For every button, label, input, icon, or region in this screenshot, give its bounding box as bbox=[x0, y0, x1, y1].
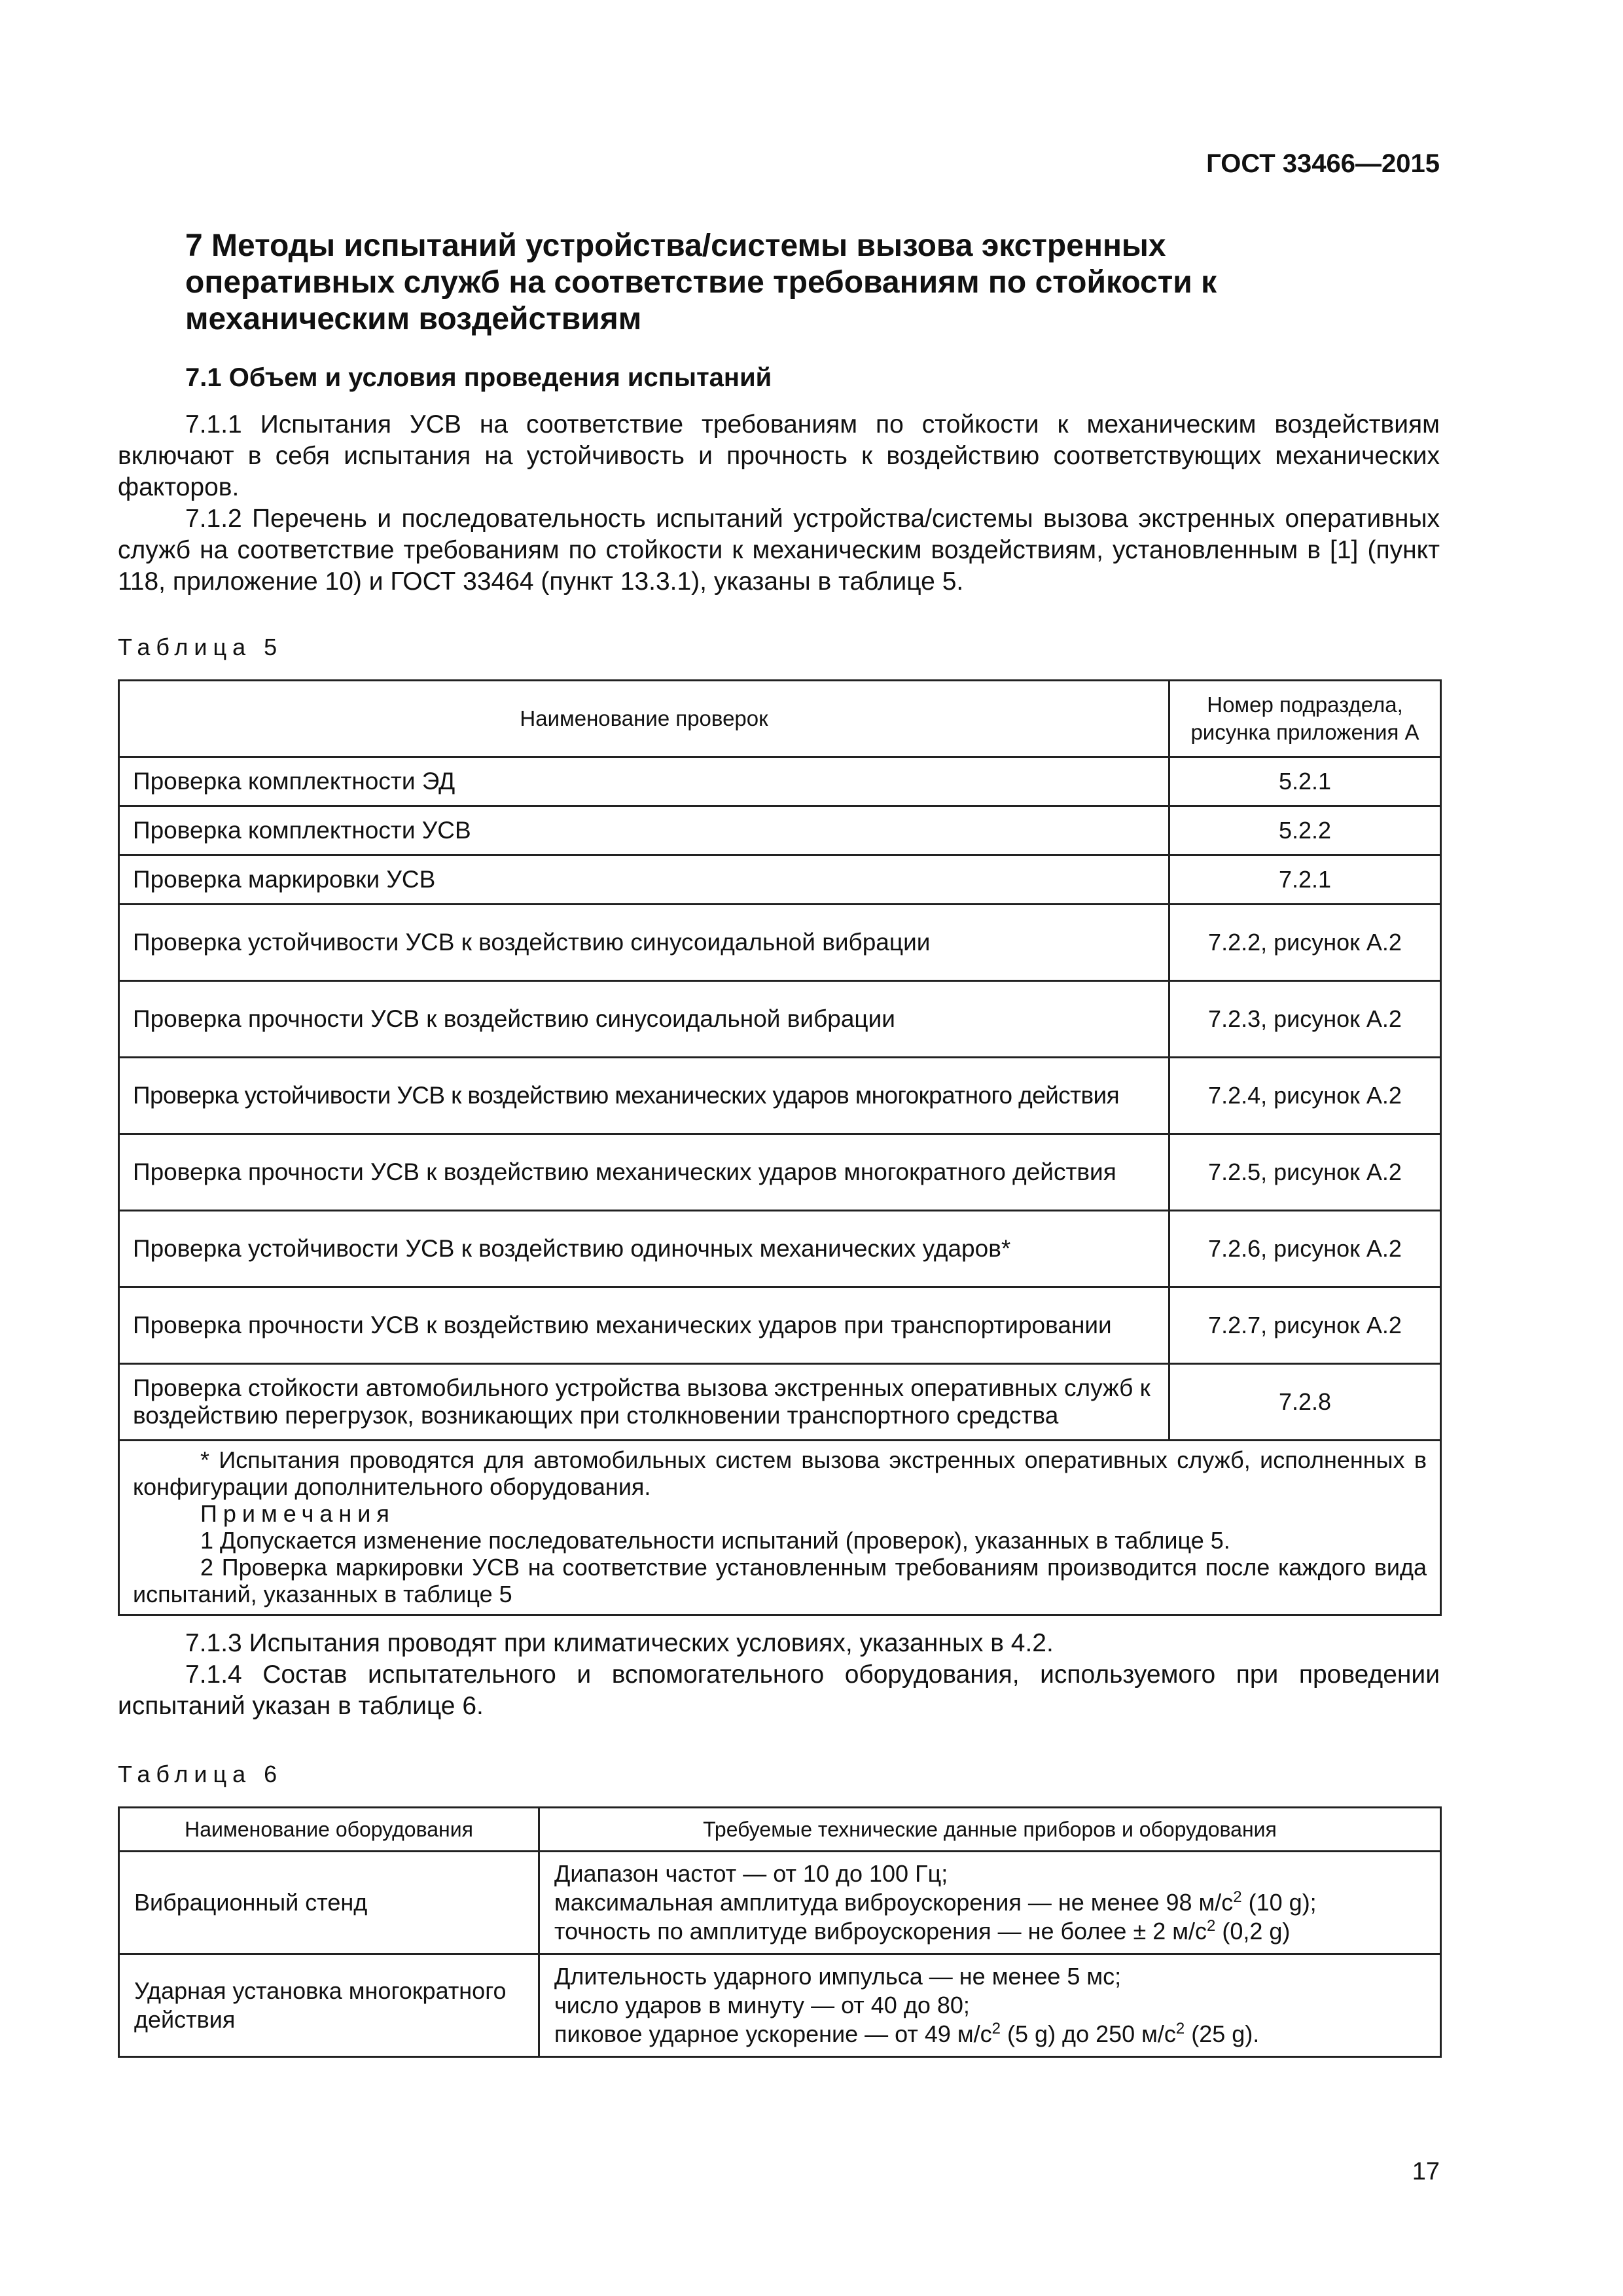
table-row bbox=[119, 1134, 1441, 1211]
table6-caption: Таблица 6 bbox=[118, 1761, 283, 1787]
check-ref: 7.2.4, рисунок А.2 bbox=[1169, 1058, 1441, 1134]
table-row bbox=[119, 806, 1441, 855]
table5-note-1: 1 Допускается изменение последовательности испытаний (проверок), указанных в таблице 5. bbox=[200, 1527, 1230, 1554]
spec-text: точность по амплитуде виброускорения — не более ± 2 м/с bbox=[554, 1918, 1207, 1945]
superscript: 2 bbox=[1206, 1917, 1216, 1935]
check-name: Проверка устойчивости УСВ к воздействию механических ударов многократного действия bbox=[119, 1058, 1169, 1134]
check-name: Проверка прочности УСВ к воздействию синусоидальной вибрации bbox=[119, 981, 1169, 1058]
spec-text: (10 g); bbox=[1241, 1889, 1317, 1916]
spec-line: Длительность ударного импульса — не менее 5 мс; bbox=[554, 1963, 1122, 1990]
table-row bbox=[119, 855, 1441, 905]
spec-text: пиковое ударное ускорение — от 49 м/с bbox=[554, 2020, 992, 2047]
check-name: Проверка прочности УСВ к воздействию механических ударов многократного действия bbox=[119, 1134, 1169, 1211]
spec-line bbox=[554, 1888, 1425, 1917]
table5-caption: Таблица 5 bbox=[118, 634, 283, 660]
check-ref: 7.2.5, рисунок А.2 bbox=[1169, 1134, 1441, 1211]
superscript: 2 bbox=[1233, 1888, 1242, 1906]
check-ref: 7.2.7, рисунок А.2 bbox=[1169, 1287, 1441, 1364]
table6-header-name: Наименование оборудования bbox=[119, 1808, 539, 1852]
check-name: Проверка комплектности ЭД bbox=[119, 757, 1169, 806]
table-row bbox=[119, 757, 1441, 806]
check-name: Проверка комплектности УСВ bbox=[119, 806, 1169, 855]
spec-line: Диапазон частот — от 10 до 100 Гц; bbox=[554, 1860, 948, 1887]
check-name: Проверка маркировки УСВ bbox=[119, 855, 1169, 905]
paragraph-7-1-2: 7.1.2 Перечень и последовательность испытаний устройства/системы вызова экстренных оперативных служб на соответствие требованиям по стойкости к механическим воздействиям, установленным в [1] (пункт 118, приложение 10) и ГОСТ 33464 (пункт 13.3.1), указаны в таблице 5. bbox=[118, 505, 1440, 596]
check-name: Проверка прочности УСВ к воздействию механических ударов при транспортировании bbox=[119, 1287, 1169, 1364]
table-row bbox=[119, 905, 1441, 981]
table5-header-row bbox=[119, 681, 1441, 757]
paragraphs-mid bbox=[118, 1628, 1440, 1722]
page-number: 17 bbox=[1412, 2158, 1440, 2185]
table-row bbox=[119, 1058, 1441, 1134]
spec-line bbox=[554, 2020, 1425, 2049]
table6 bbox=[118, 1806, 1442, 2058]
table-row bbox=[119, 981, 1441, 1058]
paragraph-7-1-4: 7.1.4 Состав испытательного и вспомогательного оборудования, используемого при проведении испытаний указан в таблице 6. bbox=[118, 1660, 1440, 1720]
check-ref: 7.2.6, рисунок А.2 bbox=[1169, 1211, 1441, 1287]
superscript: 2 bbox=[991, 2020, 1001, 2037]
table5-header-ref: Номер подраздела, рисунка приложения А bbox=[1169, 681, 1441, 757]
standard-number: ГОСТ 33466—2015 bbox=[1206, 149, 1440, 178]
table5 bbox=[118, 679, 1442, 1616]
check-ref: 7.2.8 bbox=[1169, 1364, 1441, 1441]
check-ref: 7.2.2, рисунок А.2 bbox=[1169, 905, 1441, 981]
spec-text: (0,2 g) bbox=[1215, 1918, 1291, 1945]
table-row bbox=[119, 1287, 1441, 1364]
equipment-spec bbox=[539, 1852, 1441, 1954]
superscript: 2 bbox=[1175, 2020, 1185, 2037]
table5-header-name: Наименование проверок bbox=[119, 681, 1169, 757]
check-ref: 5.2.1 bbox=[1169, 757, 1441, 806]
check-name: Проверка устойчивости УСВ к воздействию синусоидальной вибрации bbox=[119, 905, 1169, 981]
table5-note-2: 2 Проверка маркировки УСВ на соответствие установленным требованиям производится после каждого вида испытаний, указанных в таблице 5 bbox=[133, 1554, 1427, 1607]
check-ref: 5.2.2 bbox=[1169, 806, 1441, 855]
table5-notes-title: Примечания bbox=[200, 1500, 395, 1527]
table6-header-spec: Требуемые технические данные приборов и оборудования bbox=[539, 1808, 1441, 1852]
equipment-spec bbox=[539, 1954, 1441, 2057]
check-name: Проверка стойкости автомобильного устройства вызова экстренных оперативных служб к воздействию перегрузок, возникающих при столкновении транспортного средства bbox=[119, 1364, 1169, 1441]
table-row bbox=[119, 1954, 1441, 2057]
table5-footnote: * Испытания проводятся для автомобильных систем вызова экстренных оперативных служб, исполненных в конфигурации дополнительного оборудования. bbox=[133, 1446, 1427, 1500]
spec-text: (25 g). bbox=[1185, 2020, 1260, 2047]
paragraph-7-1-1: 7.1.1 Испытания УСВ на соответствие требованиям по стойкости к механическим воздействиям включают в себя испытания на устойчивость и прочность к воздействию соответствующих механических факторов. bbox=[118, 410, 1440, 501]
check-name: Проверка устойчивости УСВ к воздействию одиночных механических ударов* bbox=[119, 1211, 1169, 1287]
spec-line: число ударов в минуту — от 40 до 80; bbox=[554, 1992, 970, 2018]
table-row bbox=[119, 1364, 1441, 1441]
equipment-name: Ударная установка многократного действия bbox=[119, 1954, 539, 2057]
table5-notes-row bbox=[119, 1441, 1441, 1615]
paragraphs-top bbox=[118, 409, 1440, 598]
spec-text: (5 g) до 250 м/с bbox=[1001, 2020, 1176, 2047]
check-ref: 7.2.1 bbox=[1169, 855, 1441, 905]
table6-header-row bbox=[119, 1808, 1441, 1852]
spec-text: максимальная амплитуда виброускорения — не менее 98 м/с bbox=[554, 1889, 1234, 1916]
check-ref: 7.2.3, рисунок А.2 bbox=[1169, 981, 1441, 1058]
table-row bbox=[119, 1211, 1441, 1287]
table5-notes bbox=[119, 1441, 1441, 1615]
section-title: 7 Методы испытаний устройства/системы вызова экстренных оперативных служб на соответствие требованиям по стойкости к механическим воздействиям bbox=[185, 228, 1217, 336]
equipment-name: Вибрационный стенд bbox=[119, 1852, 539, 1954]
subsection-title: 7.1 Объем и условия проведения испытаний bbox=[185, 363, 772, 392]
paragraph-7-1-3: 7.1.3 Испытания проводят при климатических условиях, указанных в 4.2. bbox=[185, 1629, 1054, 1657]
spec-line bbox=[554, 1917, 1425, 1946]
table-row bbox=[119, 1852, 1441, 1954]
